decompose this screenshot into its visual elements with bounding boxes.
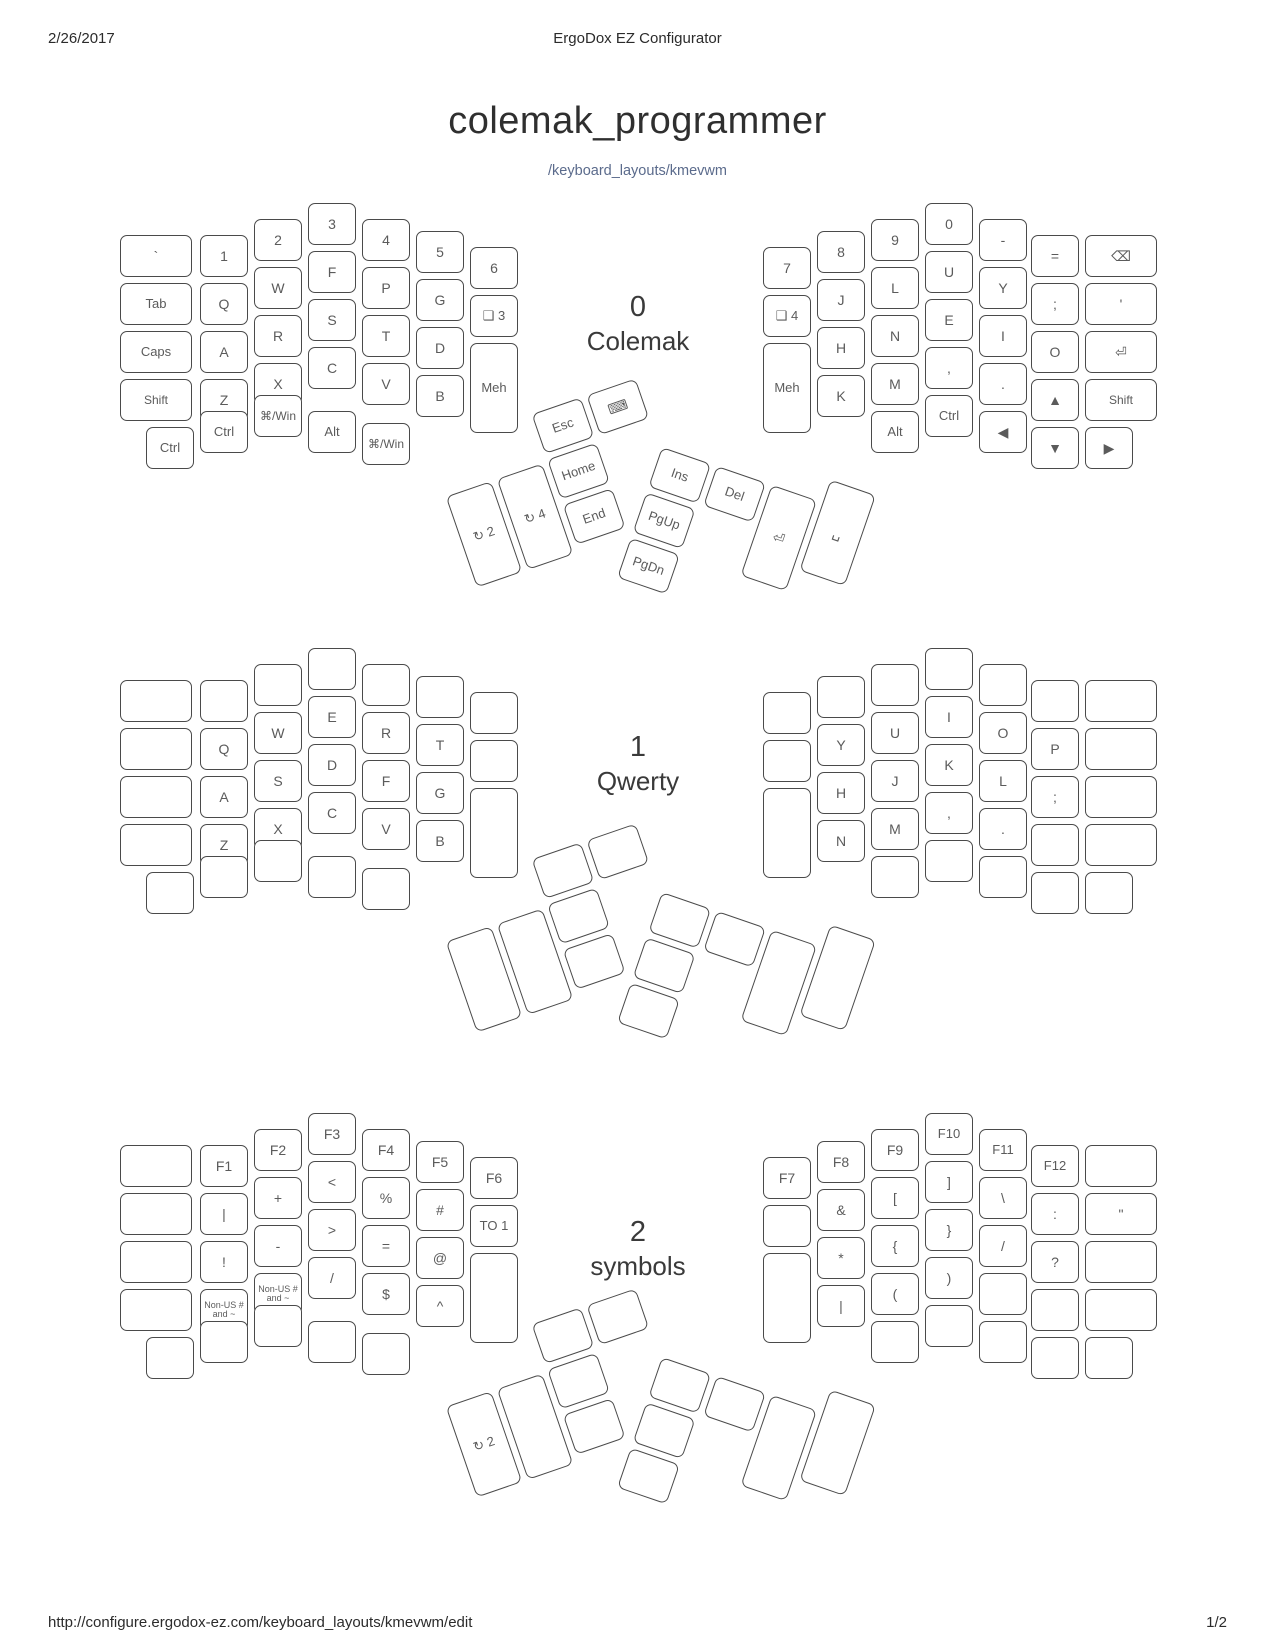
page-header [0,30,1275,47]
layout-permalink[interactable]: /keyboard_layouts/kmevwm [548,163,727,179]
key-f[interactable]: F [308,251,356,293]
key-blank[interactable] [1031,1337,1079,1379]
key-blank[interactable] [200,856,248,898]
key-ctrl[interactable]: Ctrl [925,395,973,437]
key-blank[interactable] [1085,1241,1157,1283]
key-blank[interactable]: ⏎ [740,485,817,591]
key-blank[interactable] [1031,1289,1079,1331]
key-t[interactable]: T [416,724,464,766]
key-2[interactable]: 2 [254,219,302,261]
key-blank[interactable] [120,1241,192,1283]
key-blank[interactable] [362,1333,410,1375]
key-v[interactable]: V [362,363,410,405]
key-blank[interactable]: ) [925,1257,973,1299]
key-j[interactable]: J [817,279,865,321]
key-blank[interactable] [979,856,1027,898]
key-blank[interactable]: . [979,808,1027,850]
key-blank[interactable] [146,872,194,914]
key-e[interactable]: E [925,299,973,341]
key-blank[interactable]: ] [925,1161,973,1203]
key-d[interactable]: D [308,744,356,786]
key-o[interactable]: O [1031,331,1079,373]
key-blank[interactable] [146,1337,194,1379]
key-m[interactable]: M [871,808,919,850]
key-k[interactable]: K [925,744,973,786]
layer-label-1 [528,730,748,798]
layer-number: 0 [629,291,647,323]
key-del[interactable]: Del [703,466,766,523]
key-blank[interactable] [120,1289,192,1331]
key-a[interactable]: A [200,776,248,818]
key-blank[interactable]: - [979,219,1027,261]
key-blank[interactable] [120,776,192,818]
key-blank[interactable] [254,1305,302,1347]
footer-url: http://configure.ergodox-ez.com/keyboard_layouts/kmevwm/edit [48,1614,473,1631]
key-f9[interactable]: F9 [871,1129,919,1171]
key-blank[interactable] [470,1253,518,1343]
key-blank[interactable] [648,1357,711,1414]
key-3[interactable]: 3 [308,203,356,245]
key-blank[interactable]: $ [362,1273,410,1315]
layer-number: 1 [629,731,647,763]
key-z[interactable]: Z [200,379,248,421]
key-blank[interactable] [1085,824,1157,866]
key-j[interactable]: J [871,760,919,802]
key-blank[interactable] [763,1253,811,1343]
key-blank[interactable]: , [925,792,973,834]
key-blank[interactable] [563,1398,626,1455]
key-x[interactable]: X [254,808,302,850]
key-win[interactable]: ⌘/Win [362,423,410,465]
key-blank[interactable] [871,856,919,898]
key-y[interactable]: Y [817,724,865,766]
key-blank[interactable]: ( [871,1273,919,1315]
key-meh[interactable]: Meh [763,343,811,433]
key-b[interactable]: B [416,375,464,417]
key-blank[interactable] [703,911,766,968]
key-x[interactable]: X [254,363,302,405]
key-blank[interactable] [586,823,649,880]
key-blank[interactable]: ␣ [799,480,876,586]
key-f5[interactable]: F5 [416,1141,464,1183]
key-blank[interactable]: = [1031,235,1079,277]
key-blank[interactable] [254,840,302,882]
key-blank[interactable] [871,1321,919,1363]
key-blank[interactable]: ! [200,1241,248,1283]
key-blank[interactable]: | [200,1193,248,1235]
key-blank[interactable]: \ [979,1177,1027,1219]
key-blank[interactable] [1085,1289,1157,1331]
key-blank[interactable] [763,740,811,782]
key-blank[interactable] [470,788,518,878]
key-f4[interactable]: F4 [362,1129,410,1171]
key-blank[interactable]: ? [1031,1241,1079,1283]
key-blank[interactable]: + [254,1177,302,1219]
key-6[interactable]: 6 [470,247,518,289]
key-i[interactable]: I [925,696,973,738]
key-blank[interactable] [120,728,192,770]
key-blank[interactable] [120,1145,192,1187]
layer-name: symbols [590,1251,686,1281]
key-8[interactable]: 8 [817,231,865,273]
key-blank[interactable]: = [362,1225,410,1267]
key-v[interactable]: V [362,808,410,850]
key-shift[interactable]: Shift [1085,379,1157,421]
key-blank[interactable] [362,868,410,910]
key-ctrl[interactable]: Ctrl [200,411,248,453]
page-title: colemak_programmer [448,100,827,143]
key-blank[interactable]: ; [1031,283,1079,325]
key-blank[interactable]: / [308,1257,356,1299]
key-blank[interactable]: ⌨ [586,378,649,435]
key-a[interactable]: A [200,331,248,373]
key-shift[interactable]: Shift [120,379,192,421]
key-i[interactable]: I [979,315,1027,357]
key-5[interactable]: 5 [416,231,464,273]
key-to-1[interactable]: TO 1 [470,1205,518,1247]
key-blank[interactable] [1085,680,1157,722]
key-g[interactable]: G [416,279,464,321]
key-blank[interactable]: ^ [416,1285,464,1327]
key-blank[interactable]: > [308,1209,356,1251]
key-blank[interactable]: ◀ [979,411,1027,453]
key-blank[interactable] [763,692,811,734]
key-blank[interactable] [763,788,811,878]
key-f[interactable]: F [362,760,410,802]
key-blank[interactable] [470,740,518,782]
key-3[interactable]: ❑ 3 [470,295,518,337]
footer-page-number: 1/2 [1206,1614,1227,1631]
key-f8[interactable]: F8 [817,1141,865,1183]
key-end[interactable]: End [563,488,626,545]
key-blank[interactable] [1085,872,1133,914]
key-ins[interactable]: Ins [648,447,711,504]
key-f10[interactable]: F10 [925,1113,973,1155]
key-4[interactable]: ❑ 4 [763,295,811,337]
key-blank[interactable] [120,680,192,722]
key-esc[interactable]: Esc [532,397,595,454]
key-blank[interactable] [799,925,876,1031]
key-q[interactable]: Q [200,283,248,325]
key-c[interactable]: C [308,347,356,389]
key-blank[interactable]: , [925,347,973,389]
key-blank[interactable]: & [817,1189,865,1231]
key-f12[interactable]: F12 [1031,1145,1079,1187]
key-blank[interactable] [763,1205,811,1247]
key-w[interactable]: W [254,712,302,754]
key-alt[interactable]: Alt [308,411,356,453]
key-2[interactable]: ↻ 2 [446,1391,523,1497]
key-blank[interactable] [563,933,626,990]
key-f11[interactable]: F11 [979,1129,1027,1171]
key-r[interactable]: R [362,712,410,754]
key-win[interactable]: ⌘/Win [254,395,302,437]
key-blank[interactable]: : [1031,1193,1079,1235]
key-u[interactable]: U [871,712,919,754]
key-1[interactable]: 1 [200,235,248,277]
key-blank[interactable]: . [979,363,1027,405]
key-blank[interactable] [120,824,192,866]
key-caps[interactable]: Caps [120,331,192,373]
key-k[interactable]: K [817,375,865,417]
key-pgup[interactable]: PgUp [633,492,696,549]
key-g[interactable]: G [416,772,464,814]
key-blank[interactable] [979,1273,1027,1315]
key-blank[interactable]: ; [1031,776,1079,818]
key-blank[interactable] [308,648,356,690]
key-pgdn[interactable]: PgDn [617,538,680,595]
key-r[interactable]: R [254,315,302,357]
key-blank[interactable]: # [416,1189,464,1231]
key-blank[interactable]: @ [416,1237,464,1279]
key-blank[interactable]: { [871,1225,919,1267]
key-blank[interactable] [1085,776,1157,818]
key-blank[interactable] [703,1376,766,1433]
key-c[interactable]: C [308,792,356,834]
key-blank[interactable] [648,892,711,949]
key-non-us-and[interactable]: Non-US # and ~ [254,1273,302,1315]
key-s[interactable]: S [308,299,356,341]
key-blank[interactable]: } [925,1209,973,1251]
key-blank[interactable]: ` [120,235,192,277]
key-b[interactable]: B [416,820,464,862]
key-blank[interactable]: ▶ [1085,427,1133,469]
key-blank[interactable] [799,1390,876,1496]
layer-label-0 [528,290,748,358]
key-blank[interactable]: < [308,1161,356,1203]
key-blank[interactable] [925,1305,973,1347]
key-n[interactable]: N [871,315,919,357]
key-f3[interactable]: F3 [308,1113,356,1155]
key-blank[interactable] [979,664,1027,706]
key-blank[interactable] [1085,728,1157,770]
key-blank[interactable]: - [254,1225,302,1267]
key-blank[interactable] [633,937,696,994]
key-blank[interactable] [416,676,464,718]
key-u[interactable]: U [925,251,973,293]
key-h[interactable]: H [817,772,865,814]
key-e[interactable]: E [308,696,356,738]
key-n[interactable]: N [817,820,865,862]
key-l[interactable]: L [871,267,919,309]
key-z[interactable]: Z [200,824,248,866]
key-p[interactable]: P [1031,728,1079,770]
key-blank[interactable] [120,1193,192,1235]
key-ctrl[interactable]: Ctrl [146,427,194,469]
key-f1[interactable]: F1 [200,1145,248,1187]
key-d[interactable]: D [416,327,464,369]
key-blank[interactable]: ▲ [1031,379,1079,421]
document-title: ErgoDox EZ Configurator [553,30,722,47]
key-2[interactable]: ↻ 2 [446,481,523,587]
key-w[interactable]: W [254,267,302,309]
key-p[interactable]: P [362,267,410,309]
key-blank[interactable]: " [1085,1193,1157,1235]
key-home[interactable]: Home [547,443,610,500]
key-tab[interactable]: Tab [120,283,192,325]
key-blank[interactable] [586,1288,649,1345]
key-blank[interactable] [1031,680,1079,722]
key-blank[interactable] [979,1321,1027,1363]
key-blank[interactable] [470,692,518,734]
key-4[interactable]: ↻ 4 [497,464,574,570]
key-blank[interactable]: ' [1085,283,1157,325]
key-blank[interactable] [254,664,302,706]
key-q[interactable]: Q [200,728,248,770]
key-blank[interactable]: % [362,1177,410,1219]
key-blank[interactable] [1085,1145,1157,1187]
print-date: 2/26/2017 [48,30,115,47]
key-blank[interactable] [871,664,919,706]
key-blank[interactable] [362,664,410,706]
key-blank[interactable]: [ [871,1177,919,1219]
key-0[interactable]: 0 [925,203,973,245]
key-blank[interactable]: ⌫ [1085,235,1157,277]
key-blank[interactable] [925,648,973,690]
layer-label-2 [528,1215,748,1283]
key-blank[interactable] [1031,824,1079,866]
key-blank[interactable] [200,1321,248,1363]
key-blank[interactable] [925,840,973,882]
key-blank[interactable] [1085,1337,1133,1379]
key-blank[interactable] [308,1321,356,1363]
key-7[interactable]: 7 [763,247,811,289]
key-blank[interactable] [633,1402,696,1459]
layer-number: 2 [629,1216,647,1248]
key-non-us-and[interactable]: Non-US # and ~ [200,1289,248,1331]
key-f2[interactable]: F2 [254,1129,302,1171]
layer-name: Qwerty [596,766,680,796]
key-blank[interactable]: ▼ [1031,427,1079,469]
key-4[interactable]: 4 [362,219,410,261]
key-blank[interactable] [617,983,680,1040]
layer-name: Colemak [586,326,690,356]
key-meh[interactable]: Meh [470,343,518,433]
key-s[interactable]: S [254,760,302,802]
key-l[interactable]: L [979,760,1027,802]
key-f7[interactable]: F7 [763,1157,811,1199]
key-h[interactable]: H [817,327,865,369]
key-t[interactable]: T [362,315,410,357]
key-blank[interactable]: | [817,1285,865,1327]
key-blank[interactable]: / [979,1225,1027,1267]
key-m[interactable]: M [871,363,919,405]
key-blank[interactable] [200,680,248,722]
key-blank[interactable] [617,1448,680,1505]
key-blank[interactable]: * [817,1237,865,1279]
key-9[interactable]: 9 [871,219,919,261]
key-blank[interactable] [308,856,356,898]
key-blank[interactable] [1031,872,1079,914]
key-o[interactable]: O [979,712,1027,754]
key-alt[interactable]: Alt [871,411,919,453]
key-y[interactable]: Y [979,267,1027,309]
key-f6[interactable]: F6 [470,1157,518,1199]
key-blank[interactable]: ⏎ [1085,331,1157,373]
key-blank[interactable] [817,676,865,718]
